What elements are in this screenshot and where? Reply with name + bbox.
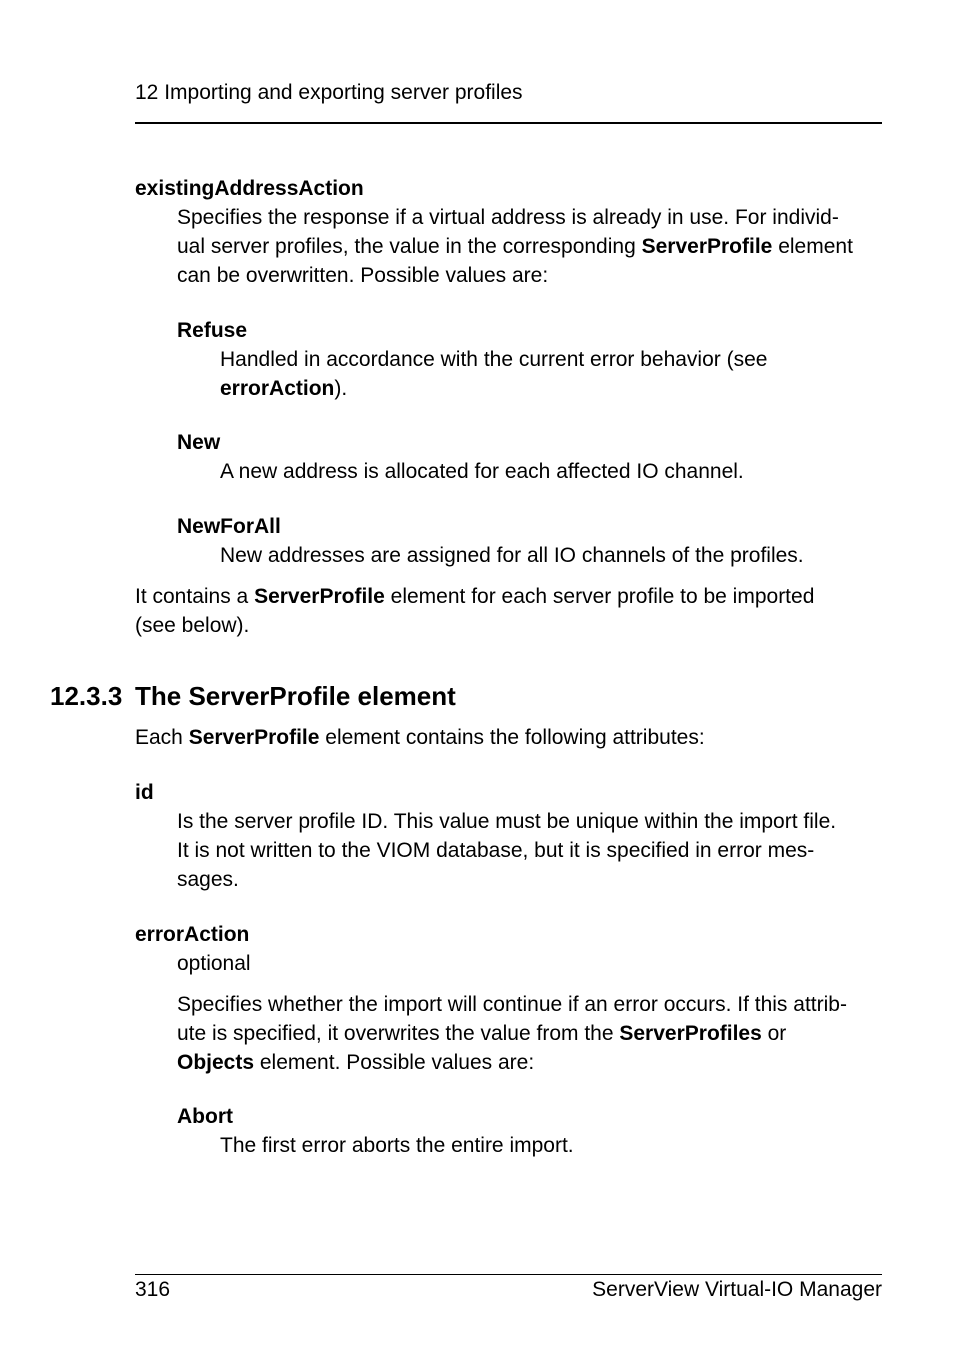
refuse-desc-line2: errorAction).	[220, 377, 348, 400]
error-action-desc-line2: ute is specified, it overwrites the value from the ServerProfiles or	[177, 1022, 787, 1045]
id-desc-line3: sages.	[177, 868, 239, 891]
server-profile-keyword: ServerProfile	[641, 235, 773, 258]
new-desc: A new address is allocated for each affected IO channel.	[220, 460, 744, 483]
term-new: New	[177, 431, 221, 454]
abort-desc: The first error aborts the entire import.	[220, 1134, 574, 1157]
server-profile-keyword: ServerProfile	[254, 585, 385, 608]
id-desc-line1: Is the server profile ID. This value must be unique within the import file.	[177, 810, 837, 833]
refuse-desc-line1: Handled in accordance with the current error behavior (see	[220, 348, 768, 371]
term-abort: Abort	[177, 1105, 233, 1128]
existing-address-action-desc-line1: Specifies the response if a virtual address is already in use. For individ-	[177, 206, 839, 229]
term-refuse: Refuse	[177, 319, 248, 342]
page-number: 316	[135, 1278, 171, 1301]
new-for-all-desc: New addresses are assigned for all IO channels of the profiles.	[220, 544, 804, 567]
contains-para-line2: (see below).	[135, 614, 250, 637]
objects-keyword: Objects	[177, 1051, 255, 1074]
term-error-action: errorAction	[135, 923, 250, 946]
id-desc-line2: It is not written to the VIOM database, but it is specified in error mes-	[177, 839, 815, 862]
footer-product-name: ServerView Virtual-IO Manager	[592, 1278, 882, 1301]
running-header: 12 Importing and exporting server profiles	[135, 81, 523, 104]
header-rule	[135, 122, 882, 124]
section-intro: Each ServerProfile element contains the following attributes:	[135, 726, 705, 749]
term-new-for-all: NewForAll	[177, 515, 281, 538]
error-action-desc-line3: Objects element. Possible values are:	[177, 1051, 535, 1074]
contains-para-line1: It contains a ServerProfile element for each server profile to be imported	[135, 585, 815, 608]
existing-address-action-desc-line2: ual server profiles, the value in the corresponding ServerProfile element	[177, 235, 853, 258]
section-title: The ServerProfile element	[135, 681, 456, 711]
error-action-optional: optional	[177, 952, 251, 975]
error-action-desc-line1: Specifies whether the import will continue if an error occurs. If this attrib-	[177, 993, 847, 1016]
existing-address-action-desc-line3: can be overwritten. Possible values are:	[177, 264, 549, 287]
server-profile-keyword: ServerProfile	[188, 726, 320, 749]
server-profiles-keyword: ServerProfiles	[619, 1022, 762, 1045]
term-id: id	[135, 781, 154, 804]
term-existing-address-action: existingAddressAction	[135, 177, 364, 200]
section-number: 12.3.3	[50, 681, 123, 711]
error-action-keyword: errorAction	[220, 377, 335, 400]
